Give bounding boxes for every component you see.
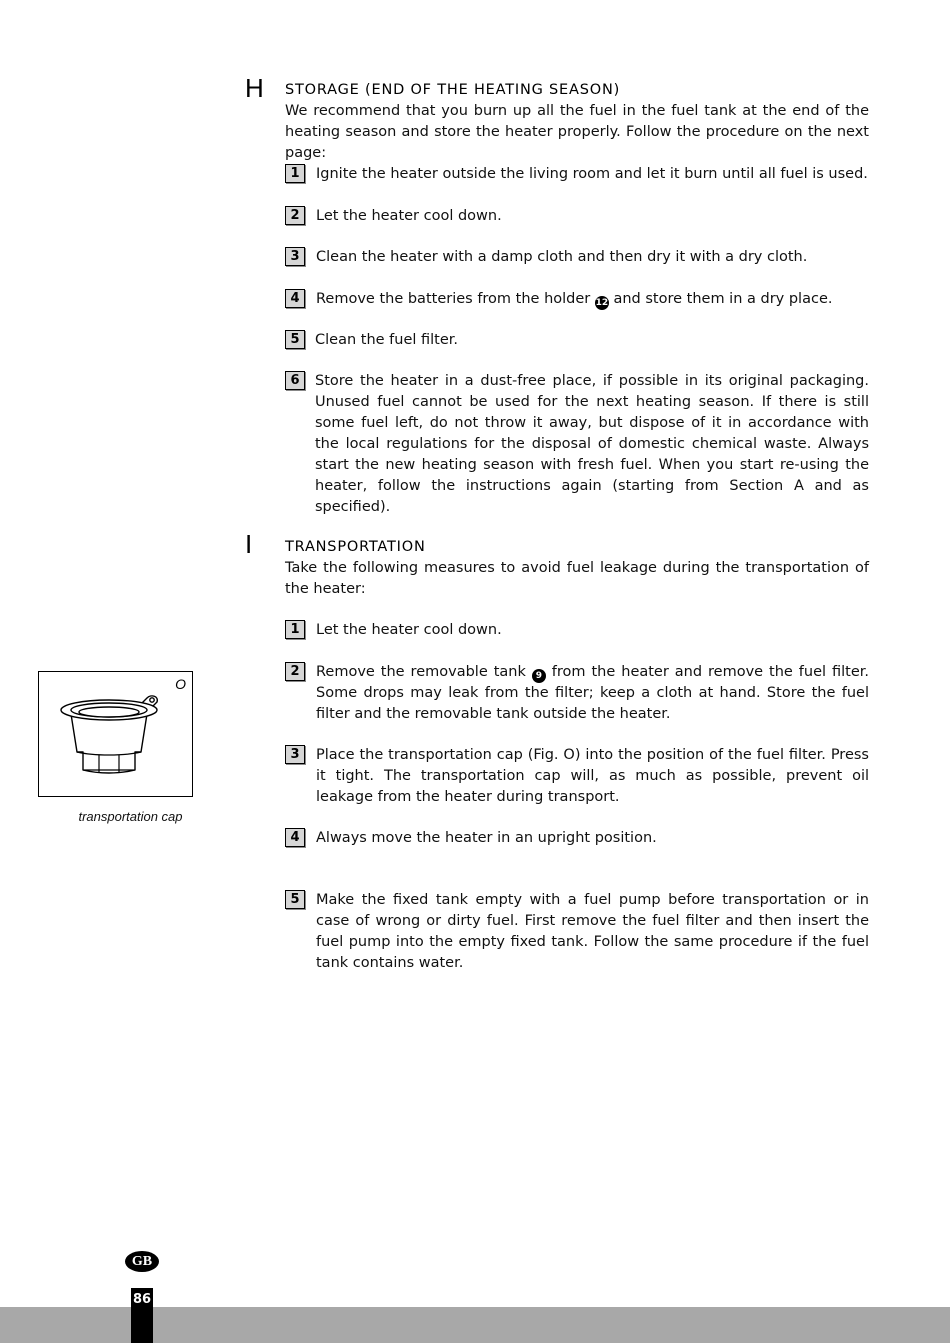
storage-step-6 (285, 371, 869, 518)
step-number: 5 (285, 330, 305, 349)
step-text: Make the fixed tank empty with a fuel pump before transportation or in case of wrong or dirty fuel. First remove the fuel filter and then insert the fuel pump into the empty fixed tank. Follow the same procedure if the fuel tank contains water. (316, 892, 869, 971)
transportation-intro: Take the following measures to avoid fuel leakage during the transportation of the heater: (285, 560, 869, 597)
part-reference-badge: 12 (595, 298, 609, 308)
storage-step-1 (285, 164, 869, 185)
storage-step-4 (285, 289, 869, 310)
step-number: 2 (285, 206, 305, 225)
section-title-storage: STORAGE (END OF THE HEATING SEASON) (285, 82, 621, 98)
storage-step-3 (285, 247, 869, 268)
step-text-before: Remove the removable tank (316, 664, 526, 680)
section-letter-h: H (245, 73, 264, 103)
step-text: Clean the fuel filter. (315, 332, 459, 348)
language-badge: GB (125, 1251, 159, 1272)
storage-intro: We recommend that you burn up all the fuel in the fuel tank at the end of the heating season and store the heater properly. Follow the procedure on the next page: (285, 103, 869, 161)
step-number: 4 (285, 289, 305, 308)
step-text-after: and store them in a dry place. (613, 291, 833, 307)
transport-step-2 (285, 662, 869, 725)
storage-step-2 (285, 206, 869, 227)
step-number: 4 (285, 828, 305, 847)
step-number: 5 (285, 890, 305, 909)
step-text: Clean the heater with a damp cloth and then dry it with a dry cloth. (316, 249, 808, 265)
step-text: Let the heater cool down. (316, 208, 502, 224)
step-number: 6 (285, 371, 305, 390)
transport-step-1 (285, 620, 869, 641)
step-number: 3 (285, 247, 305, 266)
page-number: 86 (131, 1288, 153, 1343)
transportation-cap-illustration (39, 672, 192, 796)
step-text: Ignite the heater outside the living room and let it burn until all fuel is used. (316, 166, 868, 182)
step-text (316, 662, 869, 725)
step-text-before: Remove the batteries from the holder (316, 291, 591, 307)
step-text: Always move the heater in an upright position. (316, 830, 657, 846)
step-text: Place the transportation cap (Fig. O) into the position of the fuel filter. Press it tight. The transportation cap will, as much as possible, prevent oil leakage from the heater during transport. (316, 747, 869, 805)
step-number: 3 (285, 745, 305, 764)
section-letter-i: I (245, 529, 253, 559)
section-title-transportation: TRANSPORTATION (285, 539, 426, 555)
figure-caption: transportation cap (78, 809, 183, 824)
storage-step-5 (285, 330, 869, 351)
figure-o-frame (38, 671, 193, 797)
step-number: 1 (285, 620, 305, 639)
transport-step-3 (285, 745, 869, 808)
figure-label: O (175, 676, 186, 692)
part-reference-badge: 9 (532, 669, 546, 683)
step-number: 2 (285, 662, 305, 681)
transport-step-4 (285, 828, 869, 849)
step-text (316, 289, 869, 310)
step-number: 1 (285, 164, 305, 183)
step-text: Let the heater cool down. (316, 622, 502, 638)
transport-step-5 (285, 890, 869, 974)
step-text-after: from the heater and remove the fuel filter. Some drops may leak from the filter; keep a cloth at hand. Store the fuel filter and the removable tank outside the heater. (316, 664, 870, 722)
step-text: Store the heater in a dust-free place, if possible in its original packaging. Unused fuel cannot be used for the next heating season. If there is still some fuel left, do not throw it away, but dispose of it in accordance with the local regulations for the disposal of domestic chemical waste. Always start the new heating season with fresh fuel. When you start re-using the heater, follow the instructions again (starting from Section A and as specified). (315, 373, 869, 515)
